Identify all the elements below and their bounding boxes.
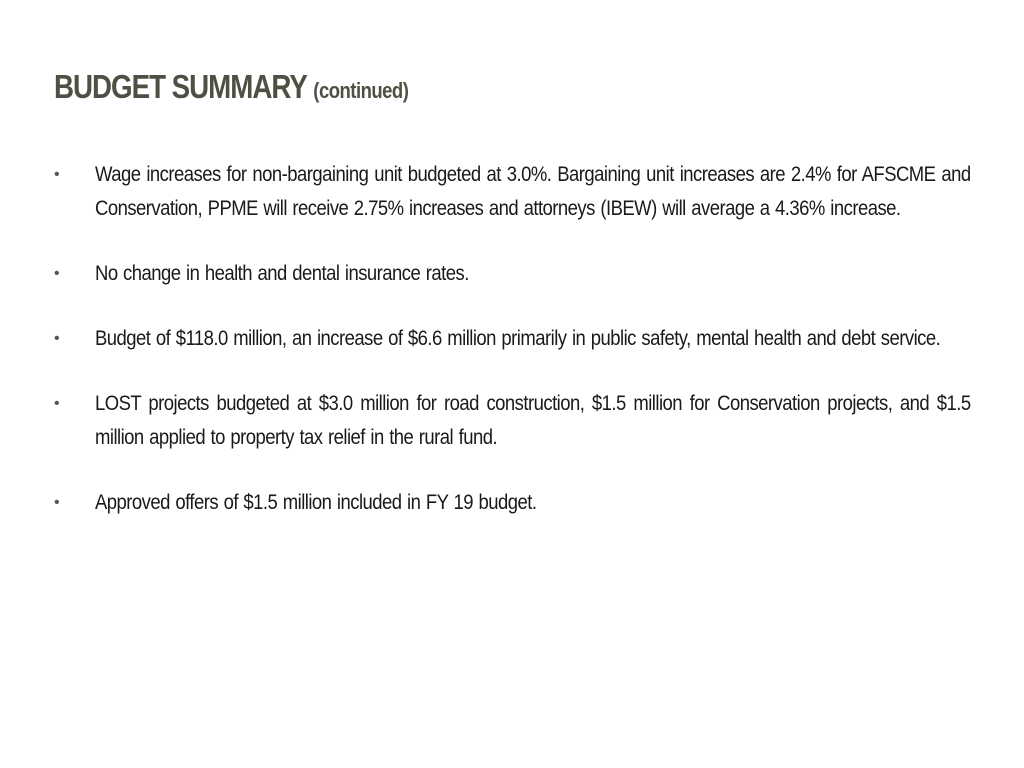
bullet-item-wage-increases xyxy=(54,158,971,226)
slide-title xyxy=(54,68,408,106)
bullet-dot-icon: • xyxy=(54,166,60,183)
bullet-dot-icon: • xyxy=(54,265,60,282)
bullet-list xyxy=(54,158,971,551)
bullet-text: Budget of $118.0 million, an increase of $6.6 million primarily in public safety, mental health and debt service. xyxy=(95,327,941,350)
slide-title-main: BUDGET SUMMARY xyxy=(54,68,307,105)
bullet-dot-icon: • xyxy=(54,494,60,511)
bullet-item-approved-offers xyxy=(54,486,930,520)
bullet-item-insurance-rates xyxy=(54,257,930,291)
bullet-text: Approved offers of $1.5 million included in FY 19 budget. xyxy=(95,491,537,514)
bullet-dot-icon: • xyxy=(54,395,60,412)
bullet-text: No change in health and dental insurance rates. xyxy=(95,262,469,285)
bullet-text: Wage increases for non-bargaining unit budgeted at 3.0%. Bargaining unit increases are 2.4% for AFSCME and Conservation, PPME will receive 2.75% increases and attorneys (IBEW) will average a 4.36% increase. xyxy=(95,163,971,220)
bullet-text: LOST projects budgeted at $3.0 million for road construction, $1.5 million for Conservation projects, and $1.5 million applied to property tax relief in the rural fund. xyxy=(95,392,971,449)
bullet-item-budget-total xyxy=(54,322,941,356)
bullet-item-lost-projects xyxy=(54,387,971,455)
bullet-dot-icon: • xyxy=(54,330,60,347)
slide-title-sub: (continued) xyxy=(313,78,409,103)
